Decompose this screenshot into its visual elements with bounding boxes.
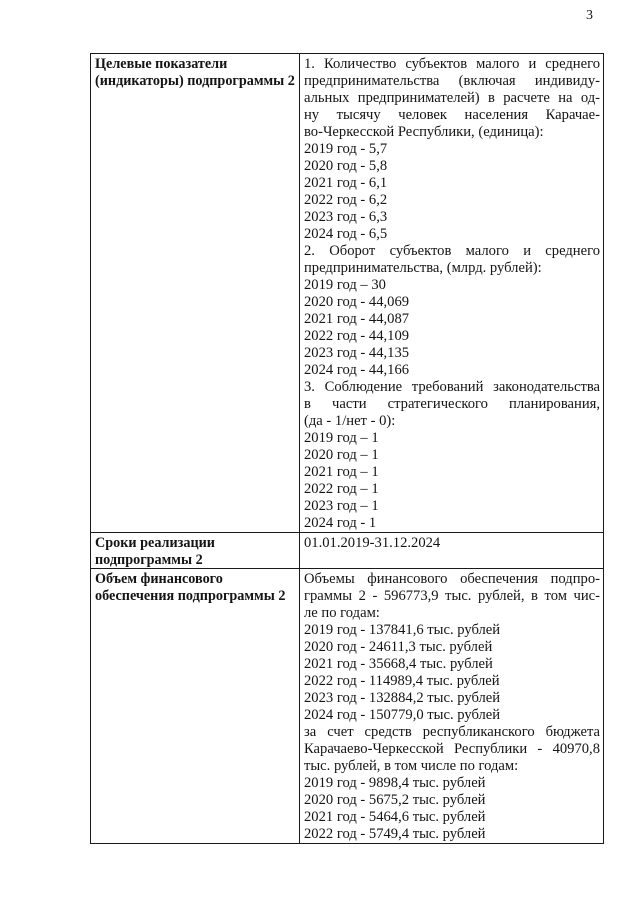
value-line: 2020 год – 1: [304, 447, 379, 463]
value-line: 3. Соблюдение требований законодательства: [304, 379, 600, 395]
row-value: [300, 54, 604, 533]
value-line: в части стратегического планирования,: [304, 396, 600, 412]
value-line: 2023 год - 44,135: [304, 345, 410, 361]
value-line: предпринимательства (включая индивиду-: [304, 73, 600, 89]
value-line: 1. Количество субъектов малого и среднего: [304, 56, 600, 72]
value-line: Карачаево-Черкесской Республики - 40970,8: [304, 741, 600, 757]
value-line: 01.01.2019-31.12.2024: [304, 535, 441, 551]
value-line: ну тысячу человек населения Карачае-: [304, 107, 600, 123]
value-line: 2022 год - 44,109: [304, 328, 410, 344]
value-line: тыс. рублей, в том числе по годам:: [304, 758, 519, 774]
value-line: 2021 год – 1: [304, 464, 379, 480]
passport-table: [90, 53, 604, 844]
value-line: 2021 год - 5464,6 тыс. рублей: [304, 809, 486, 825]
value-line: предпринимательства, (млрд. рублей):: [304, 260, 542, 276]
value-line: 2019 год – 1: [304, 430, 379, 446]
value-line: 2023 год - 132884,2 тыс. рублей: [304, 690, 501, 706]
value-line: 2021 год - 44,087: [304, 311, 410, 327]
value-line: 2020 год - 5,8: [304, 158, 388, 174]
value-line: Объемы финансового обеспечения подпро-: [304, 571, 600, 587]
table-row: [91, 533, 604, 569]
value-line: 2019 год – 30: [304, 277, 386, 293]
value-line: граммы 2 - 596773,9 тыс. рублей, в том чис-: [304, 588, 600, 604]
value-line: 2019 год - 5,7: [304, 141, 388, 157]
row-label: Сроки реализации подпрограммы 2: [91, 533, 300, 569]
value-line: 2024 год - 44,166: [304, 362, 410, 378]
row-label: Целевые показатели (индикаторы) подпрограммы 2: [91, 54, 300, 533]
value-line: за счет средств республиканского бюджета: [304, 724, 600, 740]
row-label: Объем финансового обеспечения подпрограммы 2: [91, 569, 300, 844]
value-line: альных предпринимателей) в расчете на од-: [304, 90, 600, 106]
value-line: во-Черкесской Республики, (единица):: [304, 124, 544, 140]
value-line: 2019 год - 137841,6 тыс. рублей: [304, 622, 501, 638]
value-line: 2024 год - 1: [304, 515, 377, 531]
row-value: [300, 569, 604, 844]
value-line: 2021 год - 35668,4 тыс. рублей: [304, 656, 493, 672]
value-line: 2019 год - 9898,4 тыс. рублей: [304, 775, 486, 791]
value-line: 2022 год - 6,2: [304, 192, 388, 208]
table-row: [91, 54, 604, 533]
value-line: 2022 год - 114989,4 тыс. рублей: [304, 673, 500, 689]
value-line: ле по годам:: [304, 605, 380, 621]
value-line: (да - 1/нет - 0):: [304, 413, 396, 429]
value-line: 2024 год - 6,5: [304, 226, 388, 242]
value-line: 2020 год - 24611,3 тыс. рублей: [304, 639, 493, 655]
value-line: 2022 год - 5749,4 тыс. рублей: [304, 826, 486, 842]
value-line: 2023 год – 1: [304, 498, 379, 514]
value-line: 2021 год - 6,1: [304, 175, 388, 191]
value-line: 2024 год - 150779,0 тыс. рублей: [304, 707, 501, 723]
value-line: 2. Оборот субъектов малого и среднего: [304, 243, 600, 259]
value-line: 2023 год - 6,3: [304, 209, 388, 225]
row-value: [300, 533, 604, 569]
table-row: [91, 569, 604, 844]
page-number: 3: [586, 8, 593, 23]
value-line: 2020 год - 44,069: [304, 294, 410, 310]
value-line: 2022 год – 1: [304, 481, 379, 497]
value-line: 2020 год - 5675,2 тыс. рублей: [304, 792, 486, 808]
